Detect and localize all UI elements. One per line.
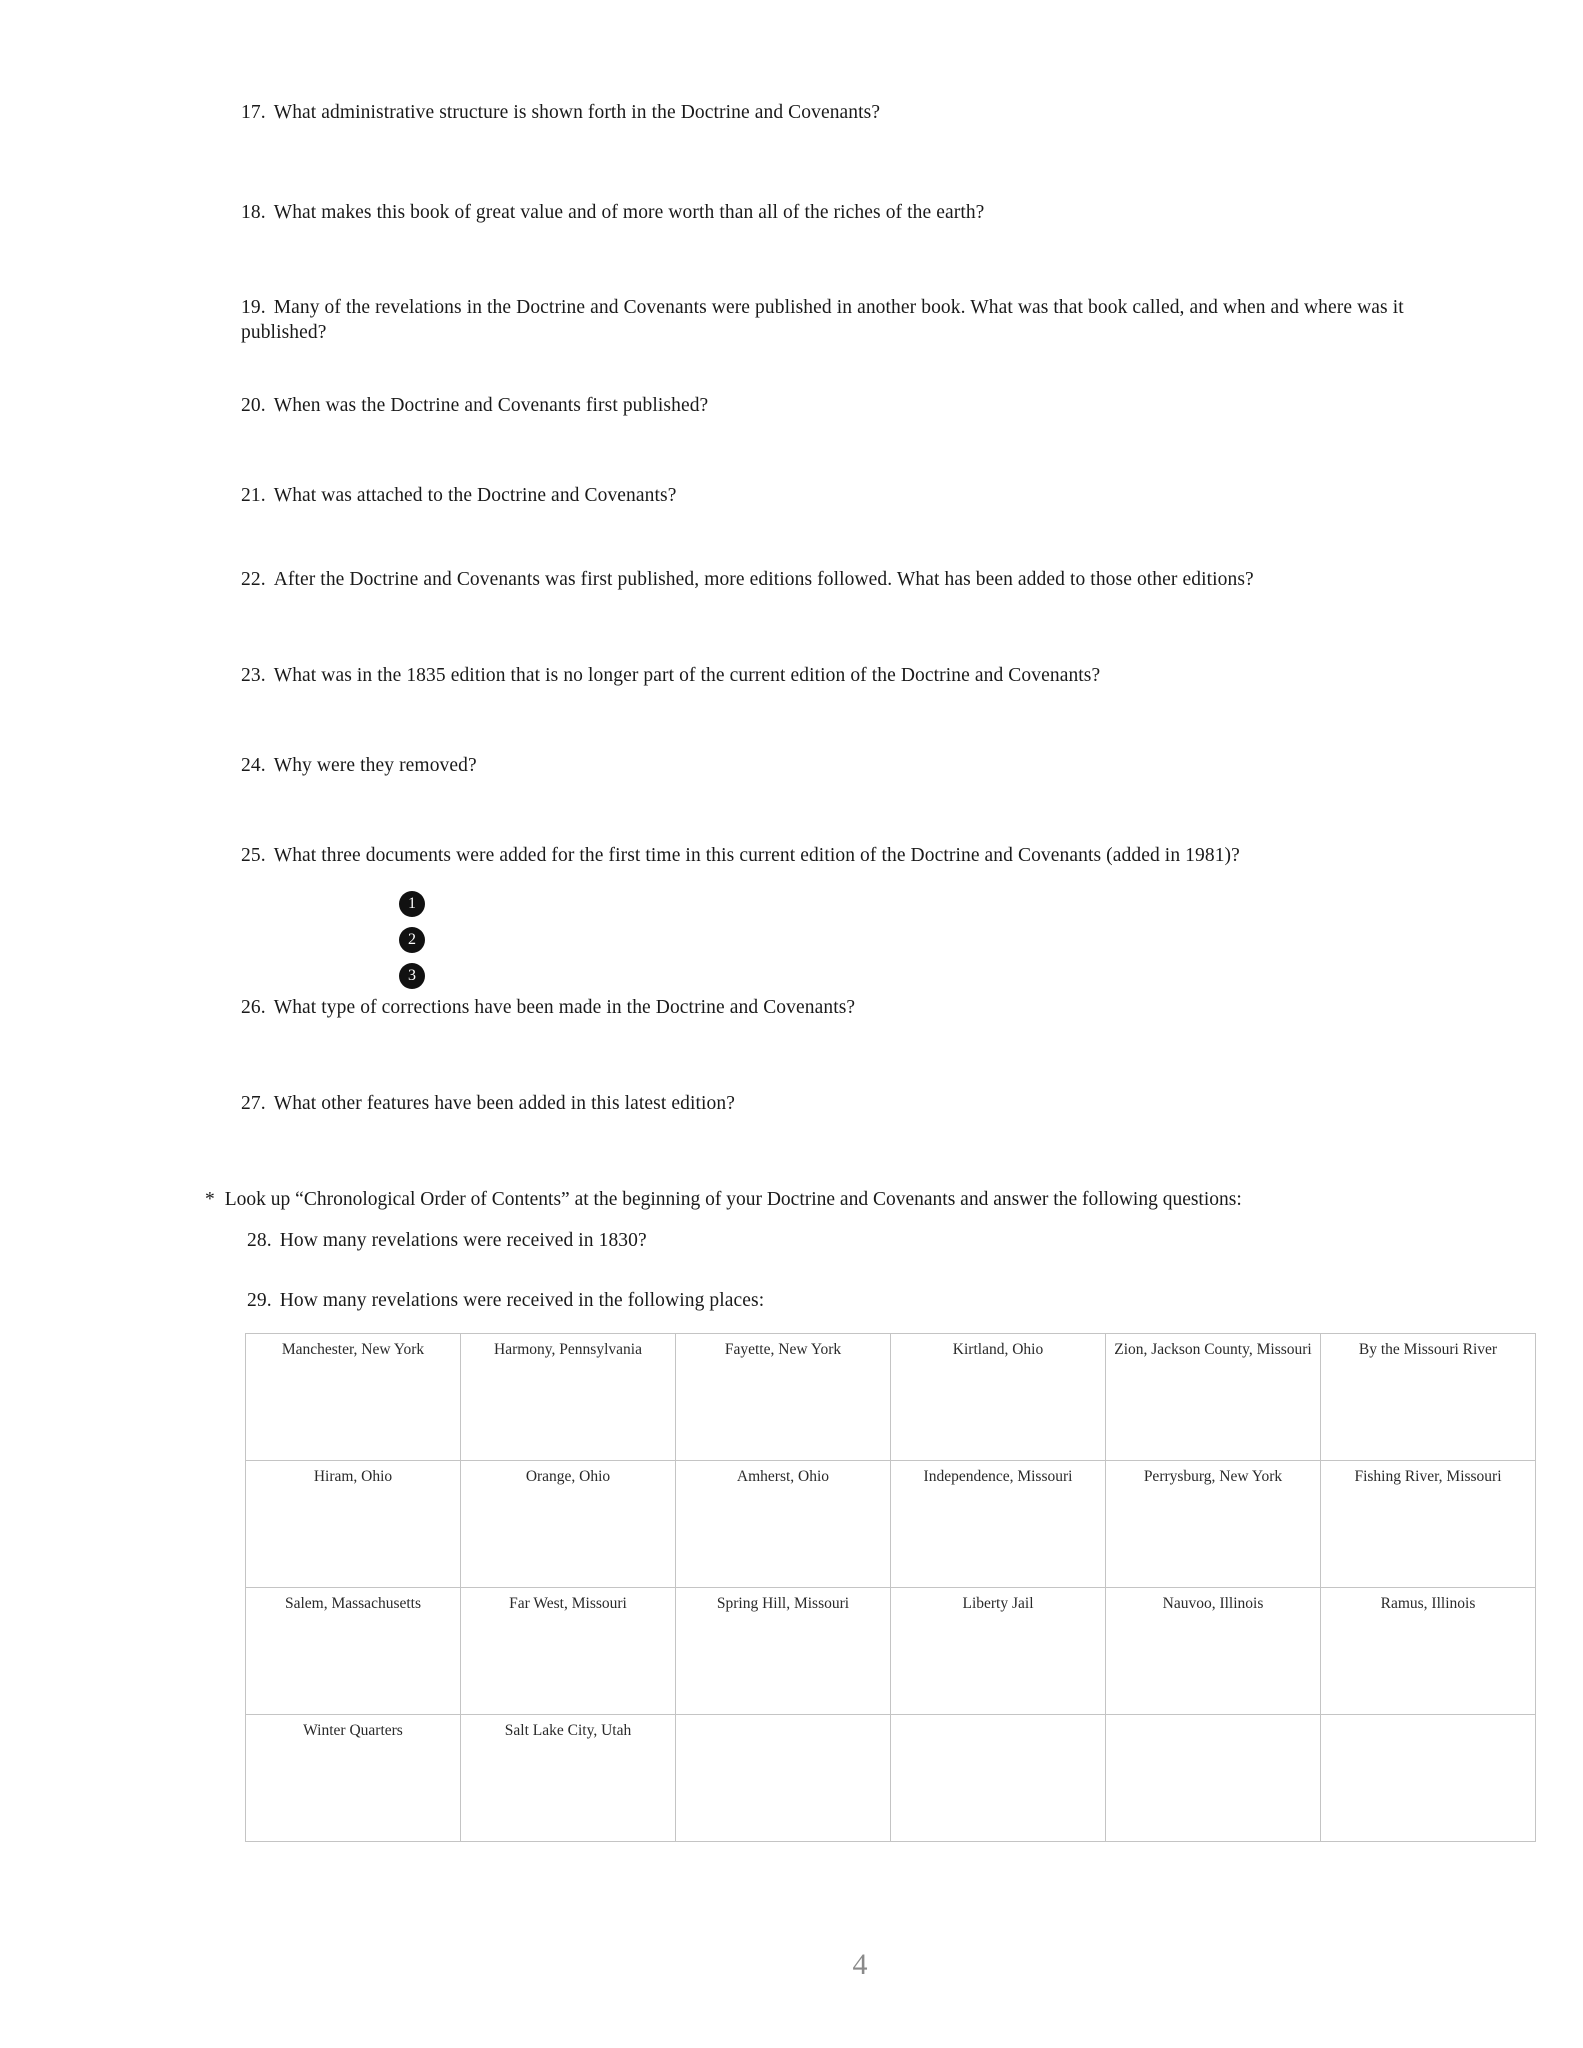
question-21: 21. What was attached to the Doctrine and Covenants? <box>241 485 677 506</box>
question-29: 29. How many revelations were received in the following places: <box>247 1290 765 1311</box>
table-cell[interactable]: Salt Lake City, Utah <box>461 1715 676 1842</box>
instruction-note: * Look up “Chronological Order of Contents” at the beginning of your Doctrine and Covenants and answer the following questions: <box>205 1189 1242 1210</box>
number-bullet-3: 3 <box>399 963 425 989</box>
table-cell[interactable]: Spring Hill, Missouri <box>676 1588 891 1715</box>
question-22: 22. After the Doctrine and Covenants was first published, more editions followed. What has been added to those other editions? <box>241 569 1254 590</box>
question-27: 27. What other features have been added in this latest edition? <box>241 1093 735 1114</box>
table-cell[interactable]: Liberty Jail <box>891 1588 1106 1715</box>
places-table <box>245 1333 1536 1842</box>
table-cell[interactable]: Salem, Massachusetts <box>246 1588 461 1715</box>
number-bullet-2: 2 <box>399 927 425 953</box>
table-cell[interactable]: Fayette, New York <box>676 1334 891 1461</box>
question-20: 20. When was the Doctrine and Covenants first published? <box>241 395 709 416</box>
table-cell[interactable] <box>1106 1715 1321 1842</box>
question-23: 23. What was in the 1835 edition that is no longer part of the current edition of the Doctrine and Covenants? <box>241 665 1101 686</box>
table-cell[interactable]: Perrysburg, New York <box>1106 1461 1321 1588</box>
table-cell[interactable]: Manchester, New York <box>246 1334 461 1461</box>
table-cell[interactable]: Kirtland, Ohio <box>891 1334 1106 1461</box>
question-19: 19. Many of the revelations in the Doctrine and Covenants were published in another book. What was that book called, and when and where was it published? <box>241 297 1404 343</box>
table-row <box>246 1588 1536 1715</box>
table-cell[interactable]: Ramus, Illinois <box>1321 1588 1536 1715</box>
table-cell[interactable]: Far West, Missouri <box>461 1588 676 1715</box>
table-cell[interactable]: Winter Quarters <box>246 1715 461 1842</box>
question-26: 26. What type of corrections have been made in the Doctrine and Covenants? <box>241 997 856 1018</box>
table-row <box>246 1461 1536 1588</box>
table-cell[interactable]: Orange, Ohio <box>461 1461 676 1588</box>
table-row <box>246 1334 1536 1461</box>
table-cell[interactable] <box>1321 1715 1536 1842</box>
table-cell[interactable]: Independence, Missouri <box>891 1461 1106 1588</box>
table-cell[interactable]: Nauvoo, Illinois <box>1106 1588 1321 1715</box>
question-28: 28. How many revelations were received in 1830? <box>247 1230 647 1251</box>
table-cell[interactable]: By the Missouri River <box>1321 1334 1536 1461</box>
table-row <box>246 1715 1536 1842</box>
question-17: 17. What administrative structure is shown forth in the Doctrine and Covenants? <box>241 102 881 123</box>
table-cell[interactable] <box>891 1715 1106 1842</box>
question-25: 25. What three documents were added for the first time in this current edition of the Doctrine and Covenants (added in 1981)? <box>241 845 1240 866</box>
question-18: 18. What makes this book of great value and of more worth than all of the riches of the earth? <box>241 202 985 223</box>
number-bullet-1: 1 <box>399 891 425 917</box>
table-cell[interactable]: Hiram, Ohio <box>246 1461 461 1588</box>
table-cell[interactable]: Amherst, Ohio <box>676 1461 891 1588</box>
table-cell[interactable] <box>676 1715 891 1842</box>
answer-bullets <box>399 891 425 999</box>
asterisk-icon: * <box>205 1189 215 1210</box>
table-cell[interactable]: Zion, Jackson County, Missouri <box>1106 1334 1321 1461</box>
page-number: 4 <box>852 1948 868 1981</box>
table-cell[interactable]: Fishing River, Missouri <box>1321 1461 1536 1588</box>
table-cell[interactable]: Harmony, Pennsylvania <box>461 1334 676 1461</box>
question-24: 24. Why were they removed? <box>241 755 477 776</box>
